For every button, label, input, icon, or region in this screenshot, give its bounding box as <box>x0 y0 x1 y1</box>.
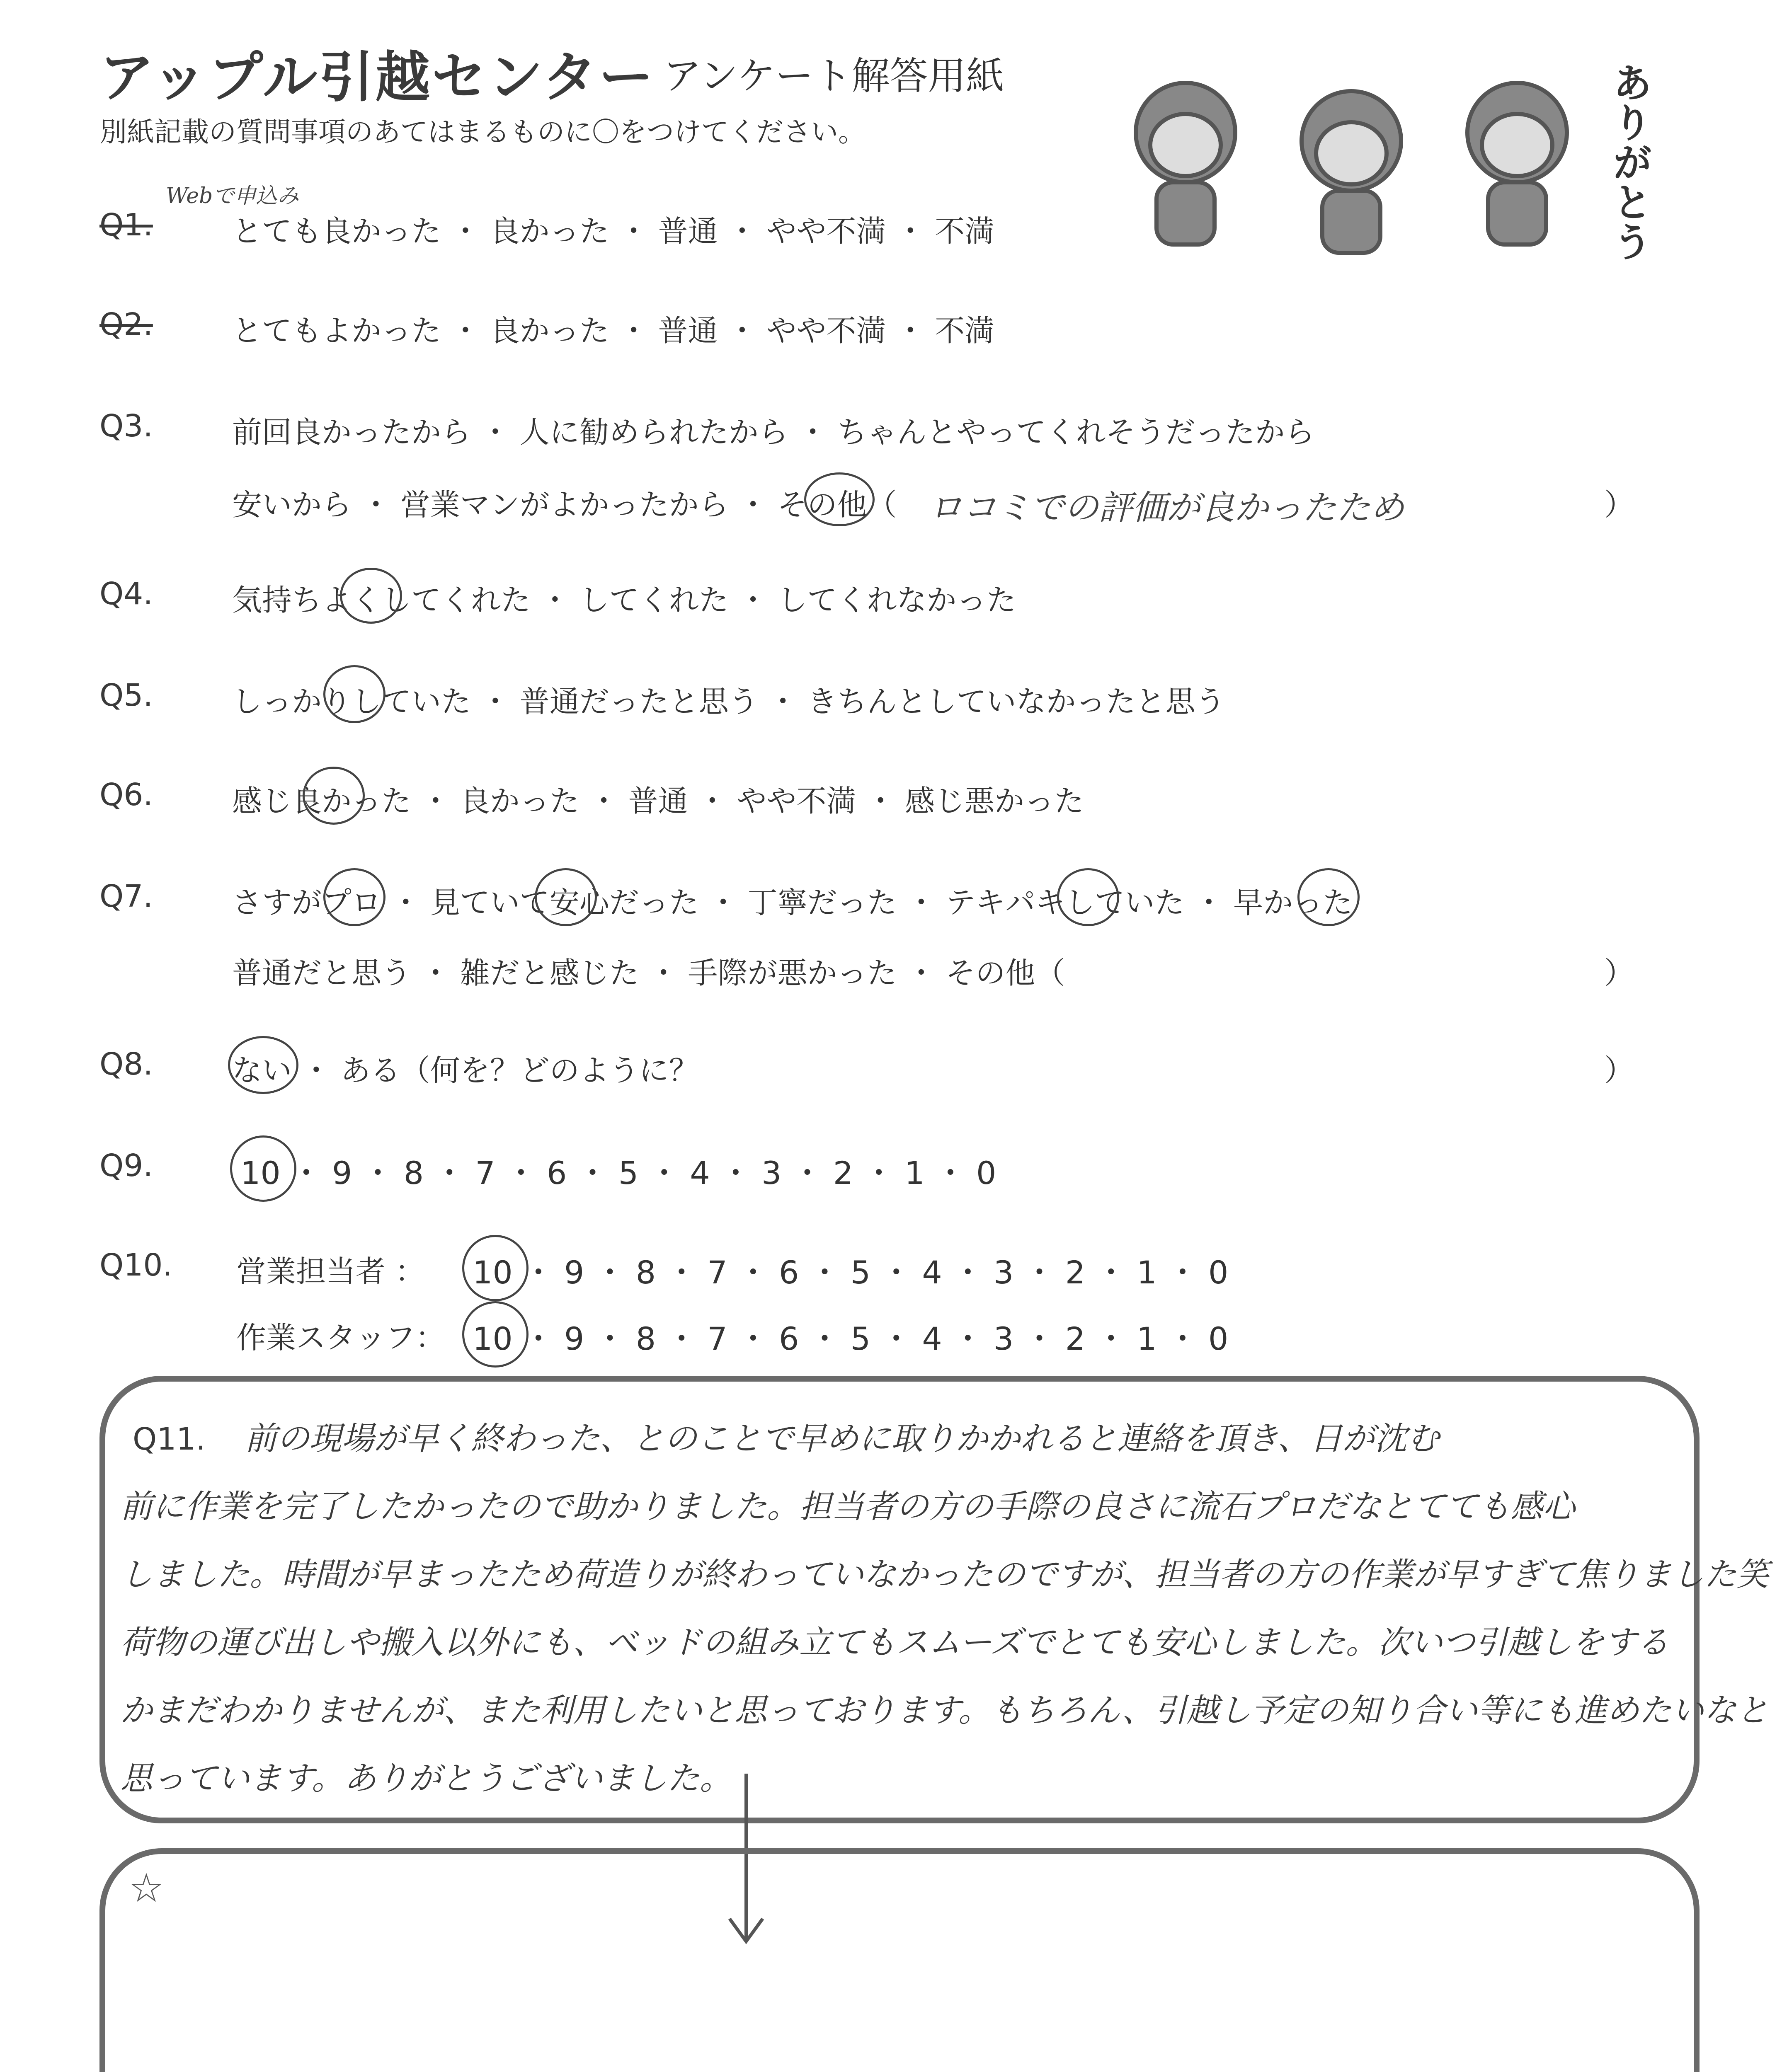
q7-circle-pro <box>323 868 385 926</box>
q1-options: とても良かった ・ 良かった ・ 普通 ・ やや不満 ・ 不満 <box>232 214 995 249</box>
mascot-monkeys-illustration <box>1119 41 1658 274</box>
q10-number: Q10. <box>99 1247 172 1283</box>
q7-circle-tekipaki <box>1057 868 1119 926</box>
q9-selection-circle <box>230 1135 296 1202</box>
q1-number: Q1. <box>99 207 153 243</box>
star-remarks-box <box>99 1848 1700 2072</box>
thanks-vertical-text: ありがとう <box>1606 62 1653 261</box>
q4-number: Q4. <box>99 576 153 612</box>
q11-line: しました。時間が早まったため荷造りが終わっていなかったのですが、担当者の方の作業が早すぎて焦りました笑 <box>120 1556 1769 1593</box>
q7-number: Q7. <box>99 879 153 914</box>
q11-line: 荷物の運び出しや搬入以外にも、ベッドの組み立てもスムーズでとても安心しました。次いつ引越しをする <box>120 1624 1669 1661</box>
q8-options: ない ・ ある（何を？どのように？ <box>232 1053 699 1088</box>
q6-number: Q6. <box>99 777 153 813</box>
q11-number: Q11. <box>133 1421 206 1457</box>
q2-options: とてもよかった ・ 良かった ・ 普通 ・ やや不満 ・ 不満 <box>232 313 995 348</box>
q3-selection-circle <box>804 472 875 526</box>
q3-number: Q3. <box>99 408 153 444</box>
q5-number: Q5. <box>99 678 153 713</box>
q9-number: Q9. <box>99 1148 153 1184</box>
q3-options-line1: 前回良かったから ・ 人に勧められたから ・ ちゃんとやってくれそうだったから <box>232 415 1315 450</box>
q7-circle-anshin <box>535 868 597 926</box>
q3-close-paren: ） <box>1604 487 1634 522</box>
q7-close-paren: ） <box>1604 956 1634 990</box>
q3-other-answer: ロコミでの評価が良かったため <box>929 488 1404 528</box>
form-subtitle: アンケート解答用紙 <box>663 54 1004 98</box>
q10-staff-options: 10 ・ 9 ・ 8 ・ 7 ・ 6 ・ 5 ・ 4 ・ 3 ・ 2 ・ 1 ・ 0 <box>473 1320 1229 1357</box>
form-title: アップル引越センター <box>99 46 655 109</box>
q10-sales-label: 営業担当者 ： <box>236 1254 425 1289</box>
q9-options: 10 ・ 9 ・ 8 ・ 7 ・ 6 ・ 5 ・ 4 ・ 3 ・ 2 ・ 1 ・ 0 <box>240 1155 996 1191</box>
star-icon: ☆ <box>128 1865 165 1911</box>
q1-handwritten-note: Webで申込み <box>166 184 299 208</box>
q6-selection-circle <box>303 767 365 825</box>
q10-sales-circle <box>462 1235 529 1301</box>
q11-line: 前の現場が早く終わった、とのことで早めに取りかかれると連絡を頂き、日が沈む <box>245 1420 1440 1457</box>
q10-staff-label: 作業スタッフ： <box>236 1320 446 1355</box>
q7-options-line1: さすがプロ ・ 見ていて安心だった ・ 丁寧だった ・ テキパキしていた ・ 早かった <box>232 885 1353 920</box>
q5-selection-circle <box>323 665 385 723</box>
q7-options-line2: 普通だと思う ・ 雑だと感じた ・ 手際が悪かった ・ その他（ <box>232 956 1065 990</box>
q2-number: Q2. <box>99 307 153 342</box>
q11-line: かまだわかりませんが、また利用したいと思っております。もちろん、引越し予定の知り合い等にも進めたいなと <box>120 1692 1769 1729</box>
q3-options-line2: 安いから ・ 営業マンがよかったから ・ その他（ <box>232 487 897 522</box>
q11-line: 前に作業を完了したかったので助かりました。担当者の方の手際の良さに流石プロだなとてても感心 <box>120 1488 1576 1525</box>
q4-options: 気持ちよくしてくれた ・ してくれた ・ してくれなかった <box>232 583 1016 617</box>
q4-selection-circle <box>340 568 402 624</box>
q8-number: Q8. <box>99 1046 153 1082</box>
q11-comment-text <box>120 1405 1769 1813</box>
q11-line: 思っています。ありがとうございました。 <box>120 1760 732 1797</box>
q10-sales-options: 10 ・ 9 ・ 8 ・ 7 ・ 6 ・ 5 ・ 4 ・ 3 ・ 2 ・ 1 ・ 0 <box>473 1254 1229 1291</box>
q5-options: しっかりしていた ・ 普通だったと思う ・ きちんとしていなかったと思う <box>232 684 1225 719</box>
instruction-text: 別紙記載の質問事項のあてはまるものに〇をつけてください。 <box>99 116 866 148</box>
q8-close-paren: ） <box>1604 1053 1634 1088</box>
q7-circle-hayakatta <box>1297 868 1360 926</box>
q8-selection-circle <box>228 1036 298 1094</box>
q6-options: 感じ良かった ・ 良かった ・ 普通 ・ やや不満 ・ 感じ悪かった <box>232 784 1084 818</box>
q10-staff-circle <box>462 1301 529 1368</box>
